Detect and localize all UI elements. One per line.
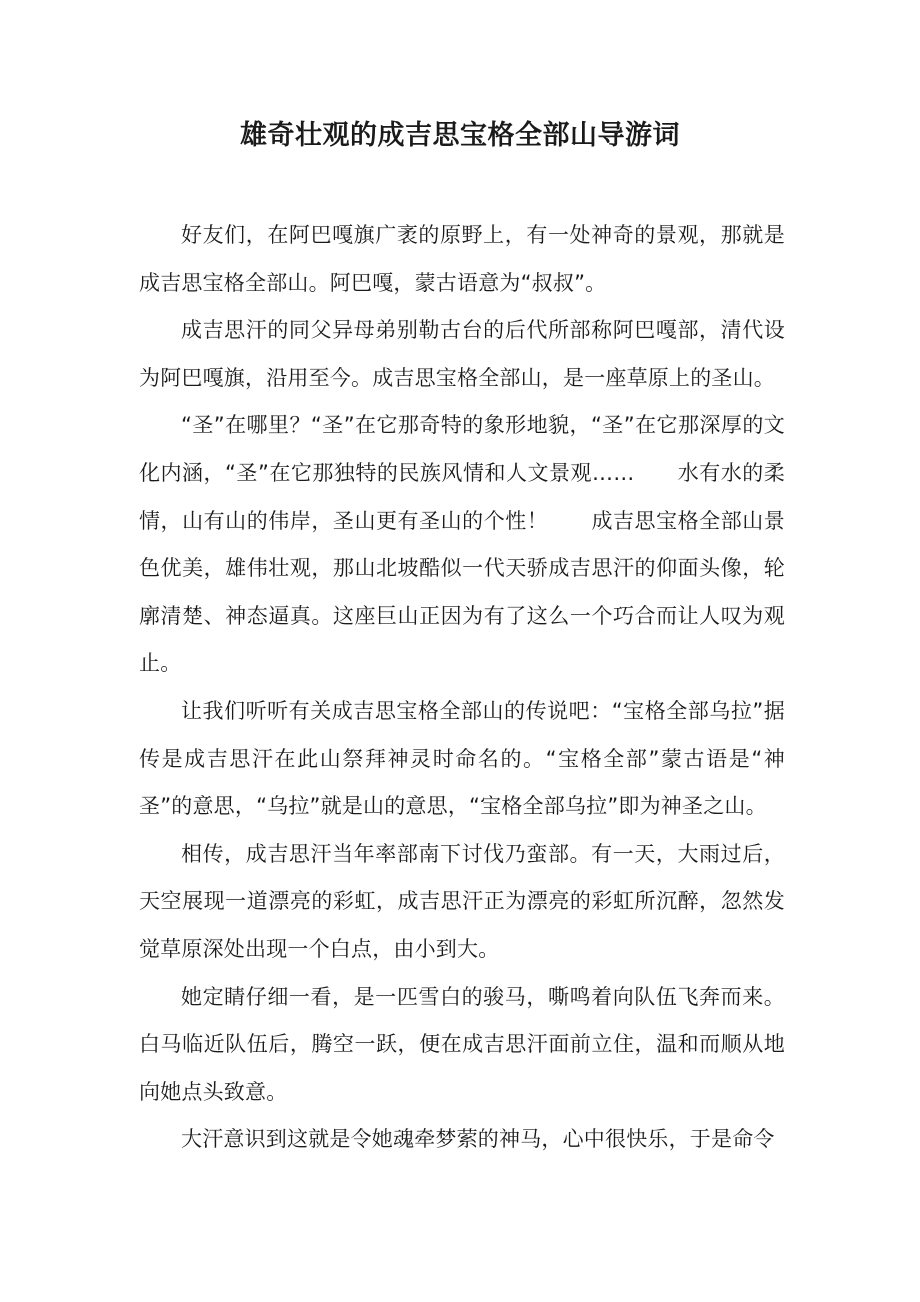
document-body (139, 212, 785, 1164)
paragraph-6: 她定睛仔细一看，是一匹雪白的骏马，嘶鸣着向队伍飞奔而来。白马临近队伍后，腾空一跃，便在成吉思汗面前立住，温和而顺从地向她点头致意。 (139, 984, 785, 1104)
paragraph-1: 好友们，在阿巴嘎旗广袤的原野上，有一处神奇的景观，那就是成吉思宝格全部山。阿巴嘎，蒙古语意为“叔叔”。 (139, 223, 785, 295)
paragraph-2: 成吉思汗的同父异母弟别勒古台的后代所部称阿巴嘎部，清代设为阿巴嘎旗，沿用至今。成吉思宝格全部山，是一座草原上的圣山。 (139, 318, 785, 390)
document-title: 雄奇壮观的成吉思宝格全部山导游词 (240, 120, 680, 151)
paragraph-5: 相传，成吉思汗当年率部南下讨伐乃蛮部。有一天，大雨过后，天空展现一道漂亮的彩虹，成吉思汗正为漂亮的彩虹所沉醉，忽然发觉草原深处出现一个白点，由小到大。 (139, 841, 785, 961)
paragraph-4: 让我们听听有关成吉思宝格全部山的传说吧：“宝格全部乌拉”据传是成吉思汗在此山祭拜神灵时命名的。“宝格全部”蒙古语是“神圣”的意思，“乌拉”就是山的意思，“宝格全部乌拉”即为神圣之山。 (139, 698, 785, 819)
paragraph-3: “圣”在哪里？“圣”在它那奇特的象形地貌，“圣”在它那深厚的文化内涵，“圣”在它那独特的民族风情和人文景观…… 水有水的柔情，山有山的伟岸，圣山更有圣山的个性！ 成吉思宝格全部山景色优美，雄伟壮观，那山北坡酷似一代天骄成吉思汗的仰面头像，轮廓清楚、神态逼真。这座巨山正因为有了这么一个巧合而让人叹为观止。 (139, 413, 785, 676)
paragraph-7: 大汗意识到这就是令她魂牵梦萦的神马，心中很快乐，于是命令 (181, 1127, 775, 1152)
